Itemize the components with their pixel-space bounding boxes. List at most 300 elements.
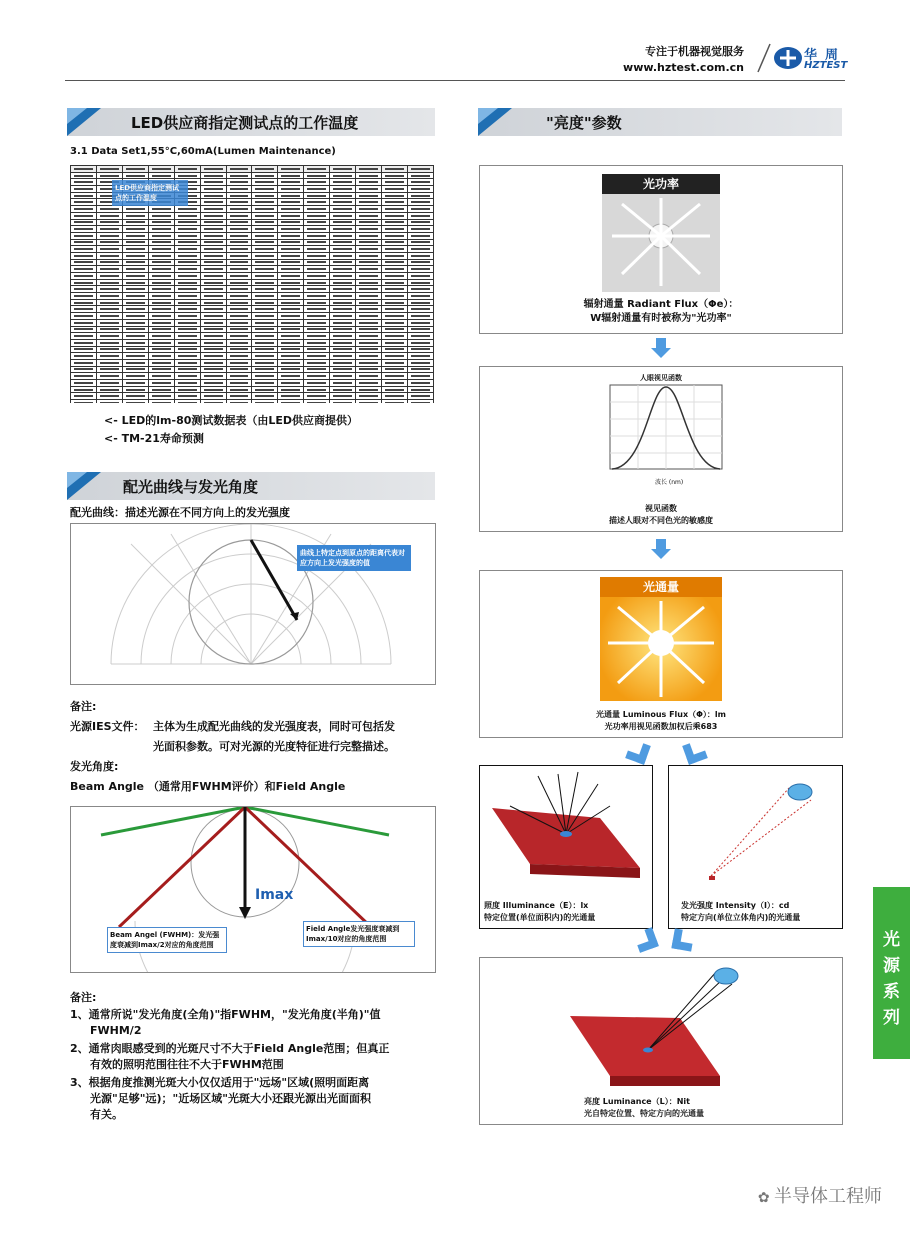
- table-cell: [96, 239, 122, 246]
- table-cell: [174, 273, 200, 280]
- table-cell: [71, 313, 97, 320]
- table-cell: [304, 339, 330, 346]
- table-cell: [148, 166, 174, 173]
- table-cell: [226, 386, 252, 393]
- table-cell: [226, 206, 252, 213]
- table-cell: [200, 293, 226, 300]
- table-row: [71, 393, 434, 400]
- table-cell: [330, 400, 356, 403]
- table-cell: [252, 400, 278, 403]
- table-cell: [304, 226, 330, 233]
- table-cell: [174, 346, 200, 353]
- table-cell: [356, 172, 382, 179]
- table-row: [71, 359, 434, 366]
- table-cell: [96, 252, 122, 259]
- table-cell: [330, 199, 356, 206]
- visibility-cap1: 视见函数: [645, 504, 677, 513]
- table-cell: [356, 192, 382, 199]
- table-cell: [226, 232, 252, 239]
- table-cell: [200, 386, 226, 393]
- table-cell: [71, 293, 97, 300]
- table-cell: [330, 239, 356, 246]
- table-cell: [96, 259, 122, 266]
- table-cell: [174, 246, 200, 253]
- table-cell: [304, 246, 330, 253]
- table-cell: [200, 239, 226, 246]
- visibility-cap2: 描述人眼对不同色光的敏感度: [609, 516, 713, 525]
- table-cell: [122, 299, 148, 306]
- table-cell: [278, 239, 304, 246]
- table-cell: [330, 166, 356, 173]
- table-cell: [278, 333, 304, 340]
- table-row: [71, 246, 434, 253]
- table-cell: [330, 186, 356, 193]
- table-cell: [200, 366, 226, 373]
- table-cell: [304, 273, 330, 280]
- table-cell: [122, 359, 148, 366]
- table-cell: [356, 400, 382, 403]
- note-2b: 有效的照明范围往往不大于FWHM范围: [90, 1058, 284, 1071]
- table-cell: [356, 246, 382, 253]
- table-cell: [356, 339, 382, 346]
- table-cell: [148, 306, 174, 313]
- table-cell: [226, 226, 252, 233]
- table-cell: [148, 206, 174, 213]
- table-cell: [148, 293, 174, 300]
- table-cell: [71, 353, 97, 360]
- table-cell: [174, 259, 200, 266]
- table-cell: [304, 199, 330, 206]
- table-cell: [122, 239, 148, 246]
- table-cell: [382, 359, 408, 366]
- table-cell: [148, 219, 174, 226]
- table-cell: [252, 166, 278, 173]
- table-cell: [252, 359, 278, 366]
- table-cell: [174, 366, 200, 373]
- table-cell: [71, 359, 97, 366]
- table-cell: [226, 339, 252, 346]
- temp-callout: LED供应商指定测试点的工作温度: [112, 180, 188, 206]
- table-cell: [407, 333, 433, 340]
- table-cell: [330, 393, 356, 400]
- bulb-icon: [602, 194, 720, 292]
- table-cell: [148, 212, 174, 219]
- table-cell: [226, 326, 252, 333]
- table-cell: [200, 393, 226, 400]
- table-cell: [356, 166, 382, 173]
- table-cell: [148, 259, 174, 266]
- table-cell: [122, 293, 148, 300]
- table-cell: [148, 386, 174, 393]
- table-cell: [174, 359, 200, 366]
- table-cell: [382, 386, 408, 393]
- luminous-flux-caption: [480, 709, 842, 733]
- table-cell: [122, 232, 148, 239]
- table-cell: [356, 293, 382, 300]
- table-cell: [71, 393, 97, 400]
- table-cell: [252, 306, 278, 313]
- table-cell: [304, 179, 330, 186]
- table-cell: [148, 232, 174, 239]
- table-cell: [200, 206, 226, 213]
- arrow-down-left-icon: [671, 928, 694, 951]
- table-cell: [356, 212, 382, 219]
- table-cell: [71, 386, 97, 393]
- table-row: [71, 306, 434, 313]
- table-cell: [382, 339, 408, 346]
- table-cell: [304, 266, 330, 273]
- table-cell: [252, 366, 278, 373]
- table-cell: [252, 186, 278, 193]
- section2-desc: 配光曲线：描述光源在不同方向上的发光强度: [70, 506, 290, 519]
- table-cell: [174, 313, 200, 320]
- table-cell: [200, 192, 226, 199]
- table-cell: [356, 186, 382, 193]
- table-cell: [278, 206, 304, 213]
- table-row: [71, 333, 434, 340]
- table-cell: [382, 326, 408, 333]
- table-cell: [278, 306, 304, 313]
- luminance-caption: [584, 1096, 704, 1120]
- table-cell: [252, 172, 278, 179]
- table-cell: [252, 226, 278, 233]
- table-cell: [148, 380, 174, 387]
- table-cell: [304, 319, 330, 326]
- table-cell: [278, 226, 304, 233]
- table-cell: [356, 299, 382, 306]
- table-cell: [278, 359, 304, 366]
- table-cell: [382, 266, 408, 273]
- section2-header: [67, 472, 435, 500]
- table-cell: [330, 192, 356, 199]
- table-cell: [252, 346, 278, 353]
- table-cell: [174, 232, 200, 239]
- table-cell: [148, 266, 174, 273]
- table-cell: [226, 380, 252, 387]
- note-heading: 备注:: [70, 700, 97, 713]
- luminous-flux-label: 光通量: [600, 577, 722, 597]
- table-cell: [330, 266, 356, 273]
- table-cell: [226, 313, 252, 320]
- table-cell: [278, 252, 304, 259]
- table-cell: [252, 353, 278, 360]
- table-cell: [148, 393, 174, 400]
- table-cell: [407, 246, 433, 253]
- table-row: [71, 226, 434, 233]
- table-row: [71, 313, 434, 320]
- table-cell: [174, 279, 200, 286]
- table-cell: [122, 206, 148, 213]
- intensity-diagram: [669, 766, 842, 896]
- table-cell: [304, 380, 330, 387]
- table-cell: [148, 366, 174, 373]
- table-cell: [356, 226, 382, 233]
- table-cell: [382, 319, 408, 326]
- table-cell: [96, 380, 122, 387]
- table-cell: [407, 339, 433, 346]
- table-cell: [200, 339, 226, 346]
- table-cell: [96, 400, 122, 403]
- table-cell: [122, 346, 148, 353]
- table-cell: [330, 373, 356, 380]
- table-cell: [200, 286, 226, 293]
- table-cell: [278, 232, 304, 239]
- table-cell: [96, 386, 122, 393]
- table-cell: [122, 326, 148, 333]
- table-cell: [174, 226, 200, 233]
- table-cell: [330, 179, 356, 186]
- luminous-flux-cap2: 光功率用视见函数加权后乘683: [604, 722, 718, 731]
- header-tagline: [623, 44, 744, 76]
- table-cell: [304, 400, 330, 403]
- table-cell: [200, 172, 226, 179]
- table-cell: [200, 313, 226, 320]
- ies-text-2: 光面积参数。可对光源的光度特征进行完整描述。: [153, 740, 395, 753]
- table-cell: [330, 313, 356, 320]
- table-cell: [96, 339, 122, 346]
- table-cell: [252, 386, 278, 393]
- table-cell: [122, 166, 148, 173]
- table-cell: [382, 279, 408, 286]
- illuminance-box: [479, 765, 653, 929]
- table-cell: [330, 286, 356, 293]
- table-cell: [278, 212, 304, 219]
- table-cell: [304, 386, 330, 393]
- table-cell: [278, 186, 304, 193]
- table-cell: [382, 219, 408, 226]
- table-cell: [407, 319, 433, 326]
- table-cell: [278, 393, 304, 400]
- table-cell: [200, 306, 226, 313]
- table-cell: [382, 239, 408, 246]
- table-row: [71, 339, 434, 346]
- table-cell: [304, 326, 330, 333]
- table-cell: [407, 373, 433, 380]
- table-cell: [252, 293, 278, 300]
- table-cell: [382, 380, 408, 387]
- table-cell: [356, 353, 382, 360]
- table-cell: [278, 386, 304, 393]
- table-cell: [174, 319, 200, 326]
- table-cell: [148, 299, 174, 306]
- table-cell: [96, 219, 122, 226]
- table-cell: [407, 359, 433, 366]
- table-cell: [200, 179, 226, 186]
- table-cell: [96, 326, 122, 333]
- table-cell: [226, 373, 252, 380]
- table-cell: [356, 359, 382, 366]
- notes-heading: 备注:: [70, 991, 97, 1004]
- table-cell: [304, 293, 330, 300]
- section1-header: [67, 108, 435, 136]
- table-cell: [96, 306, 122, 313]
- table-cell: [330, 319, 356, 326]
- table-cell: [148, 400, 174, 403]
- table-cell: [382, 172, 408, 179]
- table-cell: [304, 366, 330, 373]
- table-cell: [148, 373, 174, 380]
- logo-en: HZTEST: [804, 60, 848, 71]
- table-cell: [252, 212, 278, 219]
- table-cell: [382, 366, 408, 373]
- section1-title: LED供应商指定测试点的工作温度: [131, 114, 359, 132]
- table-cell: [200, 232, 226, 239]
- intensity-cap2: 特定方向(单位立体角内)的光通量: [681, 913, 801, 922]
- table-cell: [174, 386, 200, 393]
- table-cell: [407, 326, 433, 333]
- luminous-flux-cap1: 光通量 Luminous Flux（Φ）：lm: [595, 710, 727, 719]
- watermark-text: 半导体工程师: [774, 1186, 882, 1207]
- table-cell: [174, 286, 200, 293]
- table-cell: [330, 306, 356, 313]
- table-cell: [122, 226, 148, 233]
- table-cell: [382, 199, 408, 206]
- table-cell: [71, 252, 97, 259]
- table-cell: [304, 252, 330, 259]
- table-cell: [96, 373, 122, 380]
- table-cell: [304, 333, 330, 340]
- table-cell: [148, 319, 174, 326]
- table-cell: [200, 199, 226, 206]
- table-cell: [148, 172, 174, 179]
- table-cell: [226, 299, 252, 306]
- table-cell: [226, 259, 252, 266]
- arrow-down-icon: [651, 338, 671, 358]
- table-cell: [96, 346, 122, 353]
- table-cell: [407, 226, 433, 233]
- table-cell: [200, 252, 226, 259]
- table-cell: [278, 353, 304, 360]
- table-cell: [407, 313, 433, 320]
- table-cell: [330, 273, 356, 280]
- table-cell: [252, 393, 278, 400]
- table-cell: [278, 199, 304, 206]
- table-cell: [96, 279, 122, 286]
- table-cell: [356, 393, 382, 400]
- table-cell: [122, 339, 148, 346]
- table-cell: [71, 286, 97, 293]
- table-cell: [71, 206, 97, 213]
- table-cell: [407, 346, 433, 353]
- table-row: [71, 373, 434, 380]
- visibility-caption: [480, 503, 842, 527]
- table-cell: [407, 192, 433, 199]
- table-cell: [382, 373, 408, 380]
- table-row: [71, 259, 434, 266]
- table-cell: [330, 299, 356, 306]
- table-row: [71, 386, 434, 393]
- table-cell: [174, 252, 200, 259]
- table-cell: [148, 333, 174, 340]
- table-cell: [382, 393, 408, 400]
- table-cell: [382, 226, 408, 233]
- table-cell: [96, 206, 122, 213]
- table-cell: [278, 366, 304, 373]
- luminance-cap1: 亮度 Luminance（L）：Nit: [584, 1097, 690, 1106]
- table-cell: [252, 239, 278, 246]
- table-cell: [71, 319, 97, 326]
- table-cell: [407, 199, 433, 206]
- table-cell: [148, 339, 174, 346]
- table-row: [71, 252, 434, 259]
- table-cell: [278, 293, 304, 300]
- table-cell: [71, 239, 97, 246]
- visibility-title: 人眼视见函数: [640, 374, 682, 382]
- table-cell: [278, 339, 304, 346]
- radiant-flux-box: [479, 165, 843, 334]
- table-cell: [174, 306, 200, 313]
- table-cell: [71, 226, 97, 233]
- table-cell: [96, 333, 122, 340]
- table-cell: [96, 393, 122, 400]
- table-cell: [71, 400, 97, 403]
- table-cell: [304, 393, 330, 400]
- table-cell: [407, 386, 433, 393]
- table-cell: [330, 353, 356, 360]
- table-cell: [71, 380, 97, 387]
- table-cell: [122, 386, 148, 393]
- table-cell: [330, 226, 356, 233]
- table-cell: [356, 286, 382, 293]
- table-cell: [226, 293, 252, 300]
- table-cell: [174, 339, 200, 346]
- table-cell: [174, 266, 200, 273]
- table-cell: [122, 286, 148, 293]
- table-cell: [382, 400, 408, 403]
- table-cell: [356, 252, 382, 259]
- table-cell: [122, 366, 148, 373]
- table-cell: [71, 186, 97, 193]
- table-cell: [200, 380, 226, 387]
- table-cell: [382, 286, 408, 293]
- table-cell: [304, 306, 330, 313]
- logo-cn: 华周: [804, 48, 847, 63]
- table-cell: [278, 326, 304, 333]
- table-cell: [407, 206, 433, 213]
- table-cell: [200, 273, 226, 280]
- radiant-flux-image: [602, 174, 720, 292]
- table-cell: [174, 400, 200, 403]
- table-cell: [226, 400, 252, 403]
- table-cell: [71, 373, 97, 380]
- table-cell: [96, 319, 122, 326]
- table-row: [71, 319, 434, 326]
- illuminance-cap1: 照度 Illuminance（E）：lx: [484, 901, 589, 910]
- table-cell: [122, 393, 148, 400]
- table-cell: [148, 226, 174, 233]
- table-cell: [407, 179, 433, 186]
- visibility-box: [479, 366, 843, 532]
- table-cell: [226, 393, 252, 400]
- side-tab-light-source[interactable]: [873, 887, 910, 1059]
- table-cell: [200, 346, 226, 353]
- ies-label: 光源IES文件：: [70, 720, 145, 733]
- table-row: [71, 279, 434, 286]
- table-cell: [356, 206, 382, 213]
- table-cell: [200, 333, 226, 340]
- table-cell: [356, 232, 382, 239]
- table-cell: [252, 179, 278, 186]
- table-cell: [252, 380, 278, 387]
- table-row: [71, 353, 434, 360]
- table-cell: [407, 186, 433, 193]
- table-cell: [407, 212, 433, 219]
- table-cell: [382, 259, 408, 266]
- header-divider: [65, 80, 845, 81]
- table-cell: [71, 366, 97, 373]
- table-cell: [356, 333, 382, 340]
- table-row: [71, 299, 434, 306]
